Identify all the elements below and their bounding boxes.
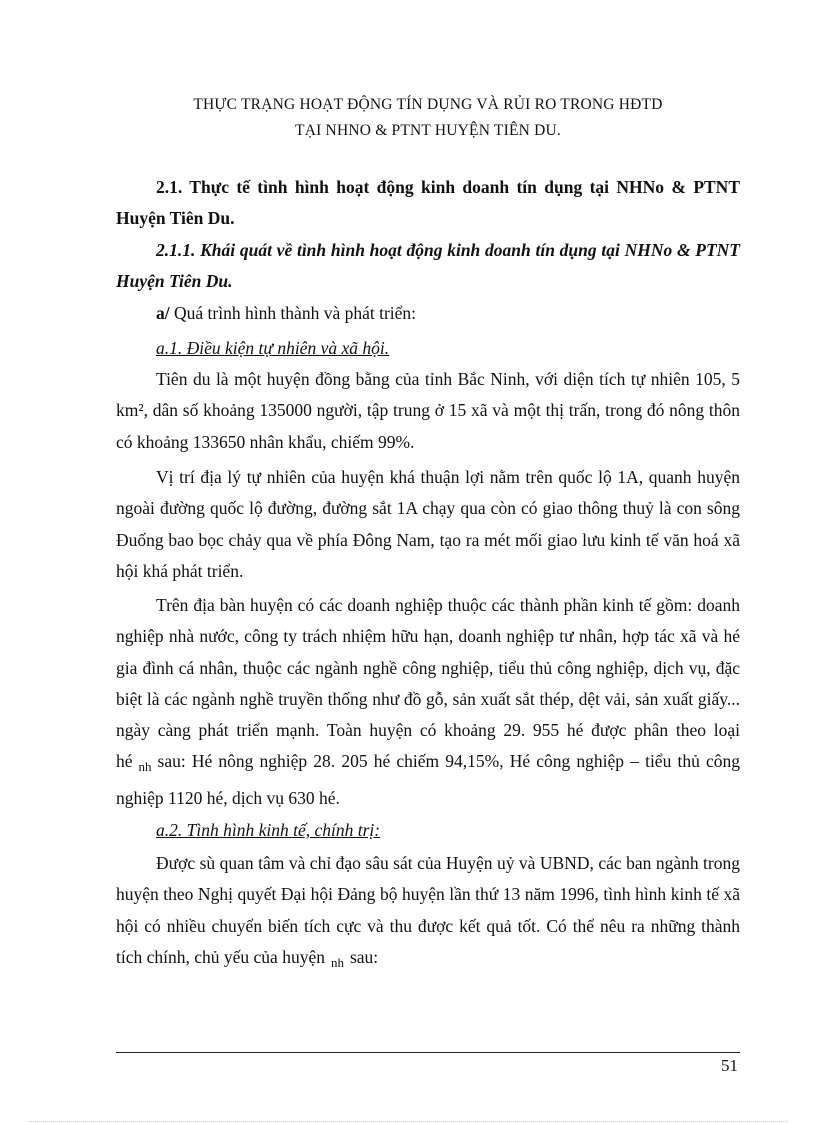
chapter-title-line-1: THỰC TRẠNG HOẠT ĐỘNG TÍN DỤNG VÀ RỦI RO TRONG HĐTD: [193, 96, 663, 113]
paragraph-4-part-1: Được sù quan tâm và chỉ đạo sâu sát của Huyện uỷ và UBND, các ban ngành trong huyện theo Nghị quyết Đại hội Đảng bộ huyện lần thứ 13 năm 1996, tình hình kinh tế xã hội có nhiều chuyển biến tích cực và thu được kết quả tốt. Có thể nêu ra những thành tích chính, chủ yếu của huyện: [116, 853, 740, 967]
paragraph-1: Tiên du là một huyện đồng bằng của tỉnh Bắc Ninh, với diện tích tự nhiên 105, 5 km², dân số khoảng 135000 người, tập trung ở 15 xã và một thị trấn, trong đó nông thôn có khoảng 133650 nhân khẩu, chiếm 99%.: [116, 369, 740, 452]
paragraph-2: Vị trí địa lý tự nhiên của huyện khá thuận lợi nằm trên quốc lộ 1A, quanh huyện ngoài đường quốc lộ đường, đường sắt 1A chạy qua còn có giao thông thuỷ là con sông Đuống bao bọc chảy qua về phía Đông Nam, tạo ra mét mối giao lưu kinh tế văn hoá xã hội khá phát triển.: [116, 467, 740, 581]
paragraph-3: [116, 590, 740, 814]
paragraph-3-subscript: nh: [138, 759, 152, 775]
chapter-title-line-2: TẠI NHNO & PTNT HUYỆN TIÊN DU.: [295, 122, 561, 139]
section-heading-2-1: 2.1. Thực tế tình hình hoạt động kinh doanh tín dụng tại NHNo & PTNT Huyện Tiên Du.: [116, 177, 740, 229]
item-a-label: a/: [156, 303, 170, 323]
paragraph-3-part-2: sau: Hé nông nghiệp 28. 205 hé chiếm 94,15%, Hé công nghiệp – tiểu thủ công nghiệp 1120 hé, dịch vụ 630 hé.: [116, 751, 740, 808]
paragraph-4-subscript: nh: [330, 954, 344, 970]
subheading-a1: [116, 333, 740, 364]
footer-divider: [116, 1052, 740, 1053]
page-edge-dotted-line: [28, 1121, 788, 1122]
subheading-a2-text: a.2. Tình hình kinh tế, chính trị:: [156, 820, 381, 840]
subheading-a1-text: a.1. Điều kiện tự nhiên và xã hội.: [156, 338, 390, 358]
paragraph-4: [116, 848, 740, 978]
page-number: 51: [721, 1056, 738, 1075]
item-a-line: [116, 298, 740, 329]
section-heading-2-1-1: 2.1.1. Khái quát về tình hình hoạt động kinh doanh tín dụng tại NHNo & PTNT Huyện Tiên Du.: [116, 240, 740, 292]
item-a-text: Quá trình hình thành và phát triển:: [169, 303, 417, 323]
subheading-a2: [116, 815, 740, 846]
paragraph-3-part-1: Trên địa bàn huyện có các doanh nghiệp thuộc các thành phần kinh tế gồm: doanh nghiệp nhà nước, công ty trách nhiệm hữu hạn, doanh nghiệp tư nhân, hợp tác xã và hé gia đình cá nhân, thuộc các ngành nghề công nghiệp, tiểu thủ công nghiệp, dịch vụ, đặc biệt là các ngành nghề truyền thống như đồ gỗ, sản xuất sắt thép, dệt vải, sản xuất giấy... ngày càng phát triển mạnh. Toàn huyện có khoảng 29. 955 hé được phân theo loại hé: [116, 595, 740, 772]
paragraph-4-part-2: sau:: [349, 946, 379, 967]
